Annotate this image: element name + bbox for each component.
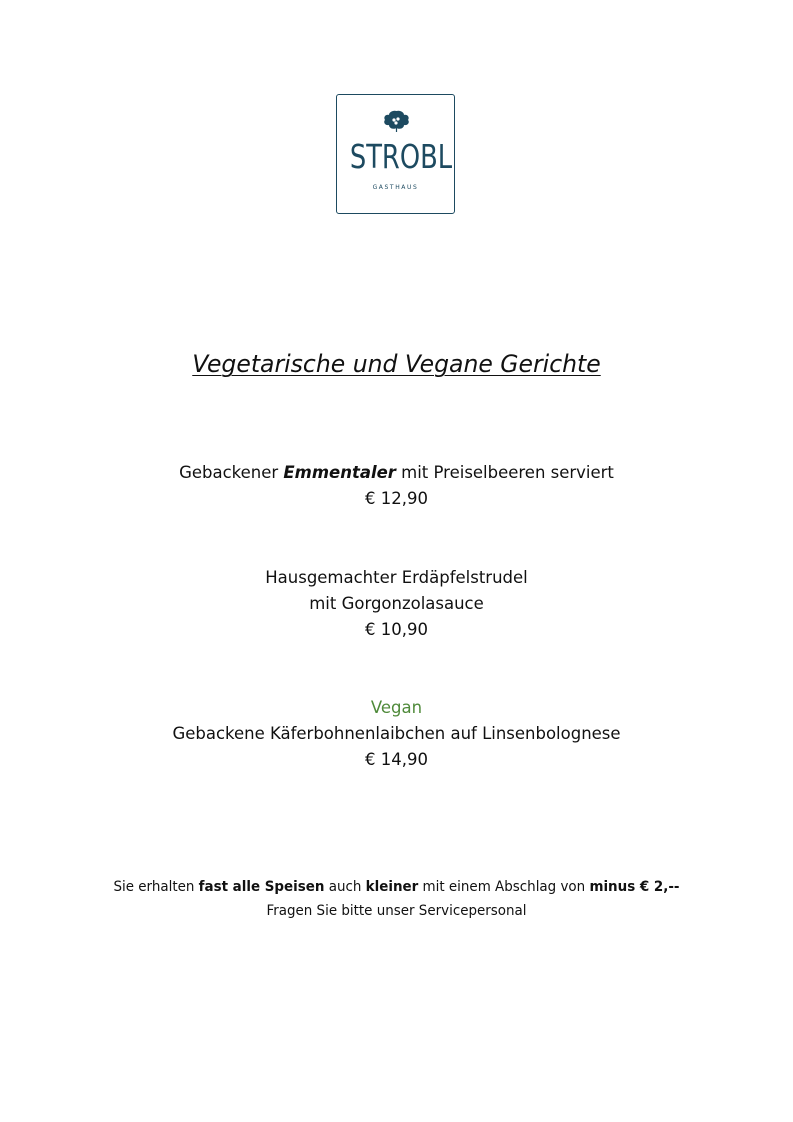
- dish-1-text-b: mit Preiselbeeren serviert: [395, 463, 614, 483]
- logo-subtitle: GASTHAUS: [372, 184, 419, 191]
- footnote-bold-2: kleiner: [365, 879, 419, 895]
- dish-1-text-a: Gebackener: [179, 463, 284, 483]
- dish-2-price: € 10,90: [365, 620, 428, 640]
- dish-2-name-line2: mit Gorgonzolasauce: [309, 594, 484, 614]
- dish-1-emphasis: Emmentaler: [283, 463, 396, 483]
- footnote-text-1: Sie erhalten: [113, 879, 199, 895]
- page-title: Vegetarische und Vegane Gerichte: [192, 350, 601, 378]
- logo-name: STROBL: [349, 137, 453, 176]
- footnote-bold-3: minus € 2,--: [589, 879, 680, 895]
- dish-3-price: € 14,90: [365, 750, 428, 770]
- footnote-text-2: auch: [324, 879, 366, 895]
- footnote: [16, 876, 777, 898]
- logo: [336, 94, 455, 214]
- footnote-text-3: mit einem Abschlag von: [418, 879, 590, 895]
- dish-2-name: Hausgemachter Erdäpfelstrudel: [265, 568, 528, 588]
- footnote-line2: Fragen Sie bitte unser Servicepersonal: [266, 903, 527, 919]
- dish-3-name: Gebackene Käferbohnenlaibchen auf Linsenbolognese: [172, 724, 621, 744]
- dish-1-price: € 12,90: [365, 489, 428, 509]
- dish-1-name: [12, 460, 781, 486]
- vegan-label: Vegan: [370, 698, 423, 718]
- footnote-bold-1: fast alle Speisen: [198, 879, 325, 895]
